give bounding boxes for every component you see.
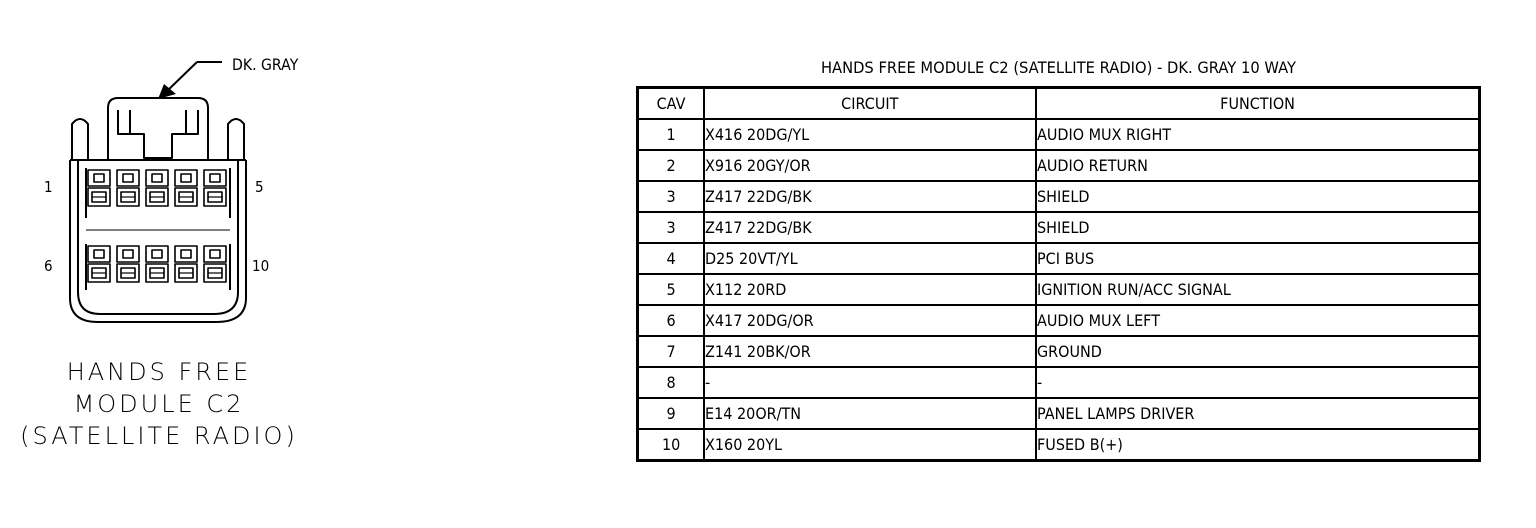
pin-label-top-left: 1 — [44, 178, 53, 196]
connector-color-callout: DK. GRAY — [232, 55, 299, 74]
table-row — [638, 243, 1480, 274]
function-cell: GROUND — [1036, 336, 1480, 367]
table-row — [638, 150, 1480, 181]
function-cell: - — [1036, 367, 1480, 398]
function-cell: SHIELD — [1036, 212, 1480, 243]
table-row — [638, 119, 1480, 150]
callout-leader-arrow — [158, 62, 222, 99]
table-title: HANDS FREE MODULE C2 (SATELLITE RADIO) - DK. GRAY 10 WAY — [820, 58, 1297, 77]
cav-cell: 2 — [638, 150, 704, 181]
header-cav: CAV — [638, 88, 704, 120]
cav-cell: 3 — [638, 181, 704, 212]
connector-housing — [70, 98, 246, 322]
circuit-cell: X417 20DG/OR — [704, 305, 1036, 336]
pin-label-bottom-left: 6 — [44, 257, 53, 275]
cav-cell: 10 — [638, 429, 704, 461]
header-function: FUNCTION — [1036, 88, 1480, 120]
table-row — [638, 336, 1480, 367]
function-cell: AUDIO RETURN — [1036, 150, 1480, 181]
circuit-cell: X160 20YL — [704, 429, 1036, 461]
pin-cavity — [88, 246, 110, 282]
table-body — [638, 119, 1480, 461]
function-cell: PCI BUS — [1036, 243, 1480, 274]
circuit-cell: X416 20DG/YL — [704, 119, 1036, 150]
circuit-cell: D25 20VT/YL — [704, 243, 1036, 274]
function-cell: PANEL LAMPS DRIVER — [1036, 398, 1480, 429]
pin-cavities — [88, 170, 226, 282]
cav-cell: 5 — [638, 274, 704, 305]
circuit-cell: E14 20OR/TN — [704, 398, 1036, 429]
table-header-row — [638, 88, 1480, 120]
caption-line-2: MODULE C2 — [73, 390, 245, 418]
function-cell: IGNITION RUN/ACC SIGNAL — [1036, 274, 1480, 305]
circuit-cell: Z417 22DG/BK — [704, 212, 1036, 243]
pin-cavity — [88, 170, 110, 206]
pin-cavity — [175, 170, 197, 206]
function-cell: SHIELD — [1036, 181, 1480, 212]
table-row — [638, 212, 1480, 243]
cav-cell: 1 — [638, 119, 704, 150]
pin-cavity — [117, 170, 139, 206]
cav-cell: 8 — [638, 367, 704, 398]
circuit-cell: X916 20GY/OR — [704, 150, 1036, 181]
function-cell: AUDIO MUX LEFT — [1036, 305, 1480, 336]
cav-cell: 7 — [638, 336, 704, 367]
pin-cavity — [204, 170, 226, 206]
cav-cell: 9 — [638, 398, 704, 429]
circuit-cell: Z141 20BK/OR — [704, 336, 1036, 367]
table-row — [638, 398, 1480, 429]
table-row — [638, 305, 1480, 336]
cav-cell: 4 — [638, 243, 704, 274]
pin-label-top-right: 5 — [255, 178, 264, 196]
caption-line-1: HANDS FREE — [66, 358, 252, 386]
pinout-table — [636, 86, 1481, 462]
caption-line-3: (SATELLITE RADIO) — [20, 422, 298, 450]
function-cell: FUSED B(+) — [1036, 429, 1480, 461]
pin-cavity — [146, 246, 168, 282]
table-row — [638, 429, 1480, 461]
circuit-cell: X112 20RD — [704, 274, 1036, 305]
table-row — [638, 274, 1480, 305]
table-row — [638, 181, 1480, 212]
function-cell: AUDIO MUX RIGHT — [1036, 119, 1480, 150]
pin-cavity — [204, 246, 226, 282]
connector-caption — [20, 356, 298, 452]
header-circuit: CIRCUIT — [704, 88, 1036, 120]
cav-cell: 6 — [638, 305, 704, 336]
table-row — [638, 367, 1480, 398]
pin-cavity — [146, 170, 168, 206]
pin-cavity — [175, 246, 197, 282]
circuit-cell: - — [704, 367, 1036, 398]
pin-cavity — [117, 246, 139, 282]
cav-cell: 3 — [638, 212, 704, 243]
pin-label-bottom-right: 10 — [252, 257, 270, 275]
circuit-cell: Z417 22DG/BK — [704, 181, 1036, 212]
